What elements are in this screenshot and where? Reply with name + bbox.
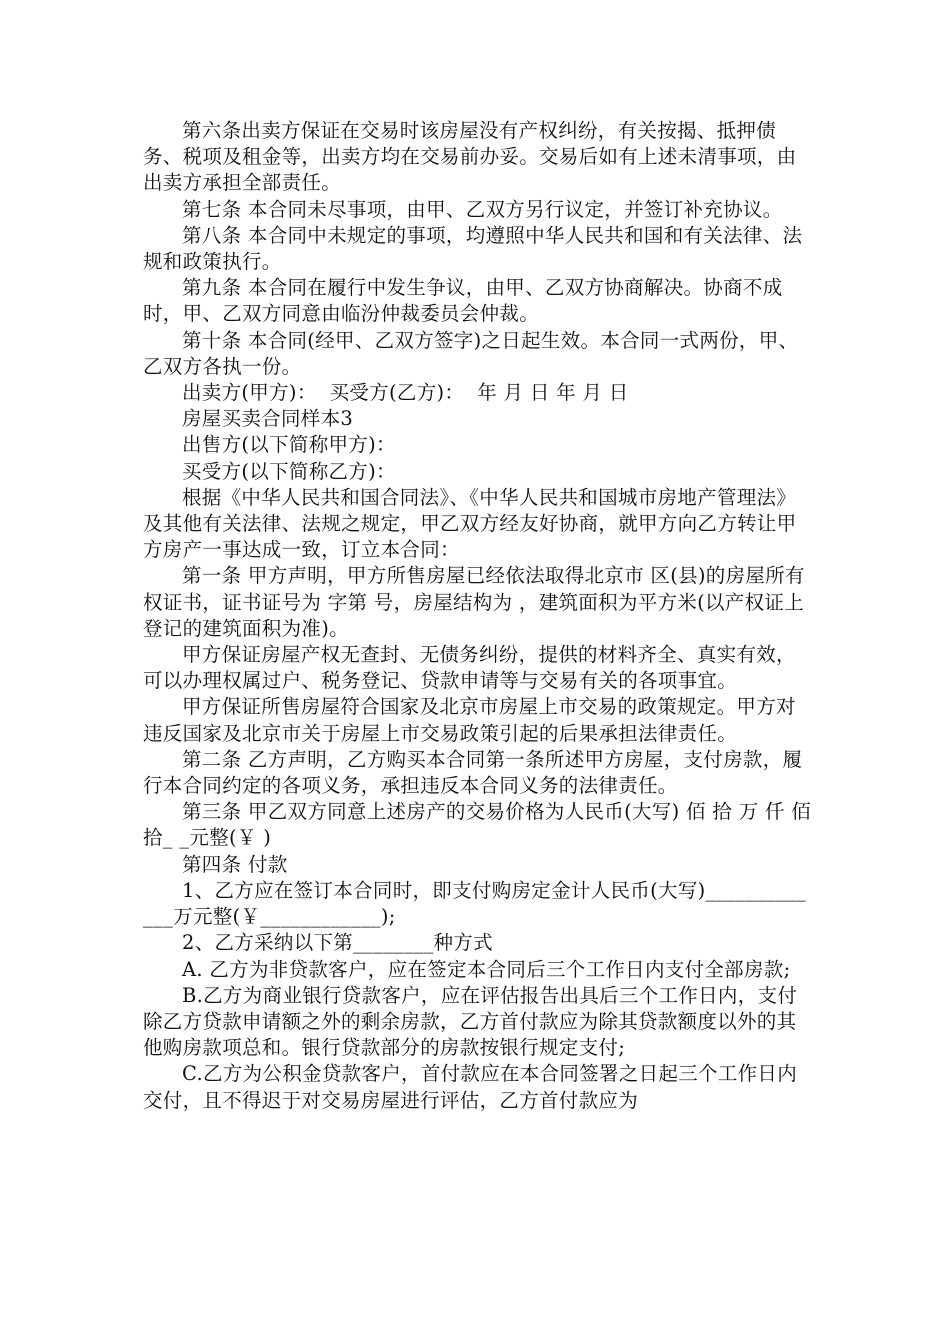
paragraph-payment-2: 2、乙方采纳以下第________种方式: [182, 931, 493, 955]
document-body: [143, 118, 818, 1114]
paragraph-article-3: 第三条 甲乙双方同意上述房产的交易价格为人民币(大写) 佰 拾 万 仟 佰 拾_ _元整(￥ ): [143, 800, 818, 850]
paragraph-option-b: B.乙方为商业银行贷款客户，应在评估报告出具后三个工作日内，支付除乙方贷款申请额之外的剩余房款，乙方首付款应为除其贷款额度以外的其他购房款项总和。银行贷款部分的房款按银行规定支付;: [143, 983, 798, 1060]
paragraph-article-9: 第九条 本合同在履行中发生争议，由甲、乙双方协商解决。协商不成时，甲、乙双方同意由临汾仲裁委员会仲裁。: [143, 276, 783, 326]
seller-line: 出售方(以下简称甲方)：: [182, 433, 396, 457]
paragraph-option-a: A. 乙方为非贷款客户，应在签定本合同后三个工作日内支付全部房款;: [182, 957, 791, 981]
paragraph-option-c: C.乙方为公积金贷款客户，首付款应在本合同签署之日起三个工作日内交付，且不得迟于对交易房屋进行评估，乙方首付款应为: [143, 1062, 798, 1112]
paragraph-article-10: 第十条 本合同(经甲、乙双方签字)之日起生效。本合同一式两份，甲、乙双方各执一份。: [143, 328, 799, 378]
paragraph-seller-guarantee-2: 甲方保证所售房屋符合国家及北京市房屋上市交易的政策规定。甲方对违反国家及北京市关于房屋上市交易政策引起的后果承担法律责任。: [143, 695, 796, 745]
paragraph-seller-guarantee-1: 甲方保证房屋产权无查封、无债务纠纷，提供的材料齐全、真实有效，可以办理权属过户、税务登记、贷款申请等与交易有关的各项事宜。: [143, 643, 796, 693]
buyer-line: 买受方(以下简称乙方)：: [182, 459, 396, 483]
paragraph-preamble: 根据《中华人民共和国合同法》、《中华人民共和国城市房地产管理法》及其他有关法律、法规之规定，甲乙双方经友好协商，就甲方向乙方转让甲方房产一事达成一致，订立本合同：: [143, 485, 797, 562]
contract-sample-title: 房屋买卖合同样本3: [182, 407, 354, 431]
paragraph-article-1: 第一条 甲方声明，甲方所售房屋已经依法取得北京市 区(县)的房屋所有权证书，证书证号为 字第 号，房屋结构为 ，建筑面积为平方米(以产权证上登记的建筑面积为准)。: [143, 564, 805, 640]
paragraph-article-7: 第七条 本合同未尽事项，由甲、乙双方另行议定，并签订补充协议。: [182, 197, 783, 221]
paragraph-article-4-title: 第四条 付款: [182, 852, 288, 876]
signature-line: 出卖方(甲方)： 买受方(乙方)： 年 月 日 年 月 日: [182, 381, 629, 405]
paragraph-article-2: 第二条 乙方声明，乙方购买本合同第一条所述甲方房屋，支付房款，履行本合同约定的各项义务，承担违反本合同义务的法律责任。: [143, 747, 803, 798]
paragraph-article-8: 第八条 本合同中未规定的事项，均遵照中华人民共和国和有关法律、法规和政策执行。: [143, 223, 803, 274]
paragraph-article-6: 第六条出卖方保证在交易时该房屋没有产权纠纷，有关按揭、抵押债务、税项及租金等，出卖方均在交易前办妥。交易后如有上述未清事项，由出卖方承担全部责任。: [143, 119, 797, 195]
paragraph-payment-1: 1、乙方应在签订本合同时，即支付购房定金计人民币(大写)_____________万元整(￥____________);: [143, 878, 807, 929]
